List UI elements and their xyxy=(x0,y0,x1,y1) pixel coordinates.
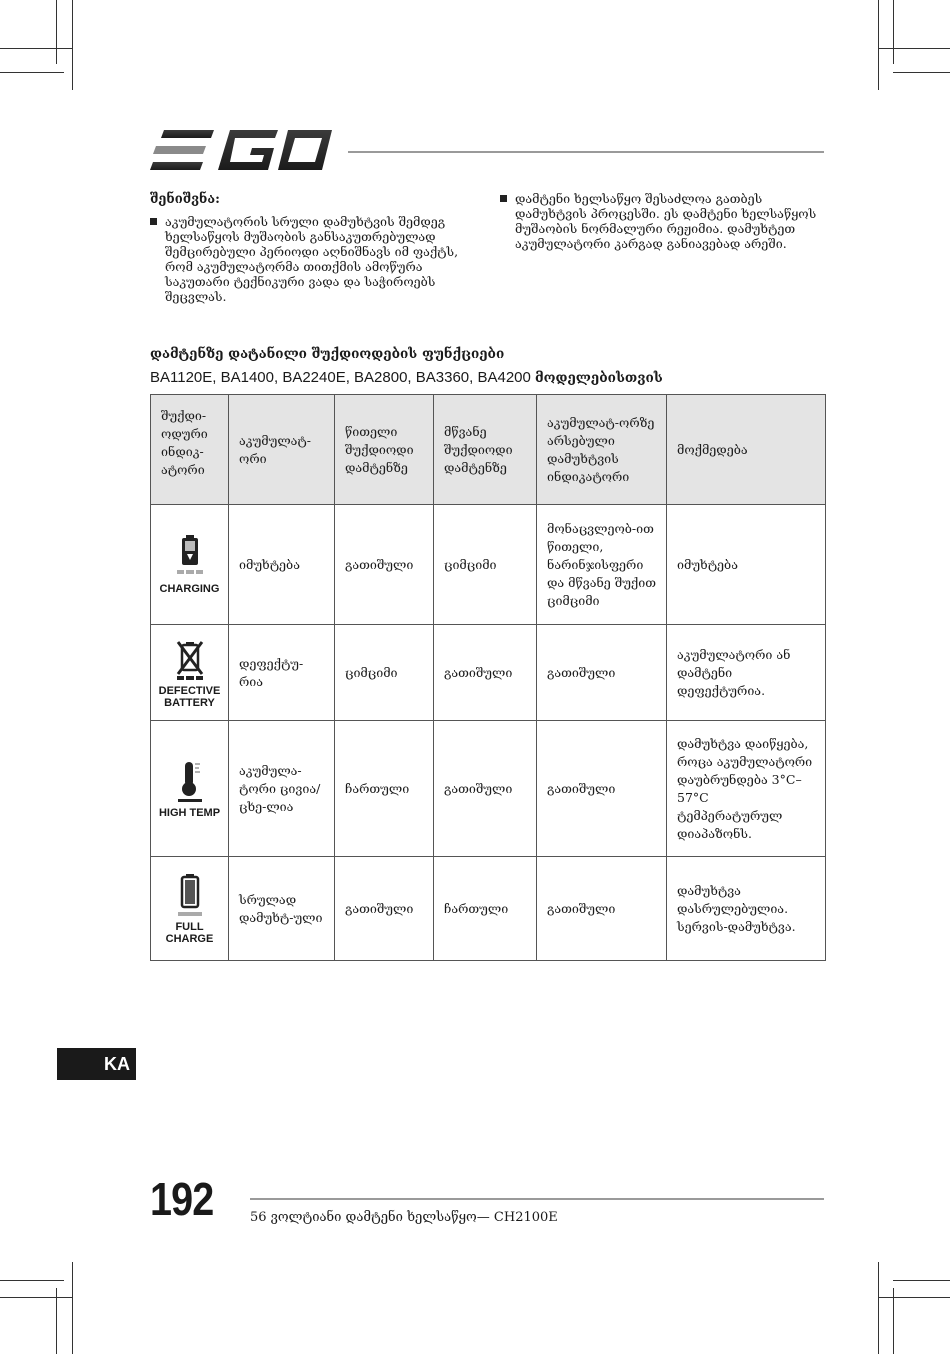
battery-indicator-cell: გათიშული xyxy=(537,721,667,857)
green-led-cell: ჩართული xyxy=(434,857,537,961)
indicator-label: FULL CHARGE xyxy=(165,921,214,945)
table-row xyxy=(151,625,826,721)
battery-indicator-cell: გათიშული xyxy=(537,857,667,961)
bullet-square-icon xyxy=(150,218,157,225)
table-row xyxy=(151,505,826,625)
table-row xyxy=(151,721,826,857)
indicator-label: HIGH TEMP xyxy=(158,807,221,819)
crop-mark xyxy=(878,1297,950,1298)
crop-mark xyxy=(72,1262,73,1354)
crop-mark xyxy=(0,48,72,49)
led-functions-table xyxy=(150,394,826,961)
crop-mark xyxy=(893,1280,950,1281)
green-led-cell: გათიშული xyxy=(434,721,537,857)
action-cell: დამუხტვა დასრულებულია. სერვის-დამუხტვა. xyxy=(667,857,826,961)
green-led-cell: ციმციმი xyxy=(434,505,537,625)
note-bullet xyxy=(150,214,485,304)
battery-cell: დეფექტუ-რია xyxy=(229,625,335,721)
battery-cell: სრულად დამუხტ-ული xyxy=(229,857,335,961)
defective-battery-icon xyxy=(175,636,205,682)
battery-indicator-cell: მონაცვლეობ-ით წითელი, ნარინჯისფერი და მწვანე შუქით ციმციმი xyxy=(537,505,667,625)
note-right xyxy=(500,191,825,251)
red-led-cell: ციმციმი xyxy=(335,625,434,721)
thermometer-icon xyxy=(175,758,205,804)
bullet-square-icon xyxy=(500,195,507,202)
crop-mark xyxy=(878,48,950,49)
green-led-cell: გათიშული xyxy=(434,625,537,721)
footer-rule xyxy=(250,1198,824,1200)
page-number: 192 xyxy=(150,1173,214,1225)
column-header: შუქდი-ოდური ინდიკ-ატორი xyxy=(151,395,229,505)
section-title: დამტენზე დატანილი შუქდიოდების ფუნქციები xyxy=(150,346,505,362)
crop-mark xyxy=(893,72,950,73)
crop-mark xyxy=(56,0,57,64)
table-row xyxy=(151,857,826,961)
note-bullet xyxy=(500,191,825,251)
column-header: მწვანე შუქდიოდი დამტენზე xyxy=(434,395,537,505)
crop-mark xyxy=(893,0,894,64)
crop-mark xyxy=(72,0,73,90)
crop-mark xyxy=(56,1288,57,1354)
column-header: წითელი შუქდიოდი დამტენზე xyxy=(335,395,434,505)
table-header-row xyxy=(151,395,826,505)
action-cell: დამუხტვა დაიწყება, როცა აკუმულატორი დაუბრუნდება 3°C–57°C ტემპერატურულ დიაპაზონს. xyxy=(667,721,826,857)
action-cell: აკუმულატორი ან დამტენი დეფექტურია. xyxy=(667,625,826,721)
crop-mark xyxy=(893,1288,894,1354)
column-header: მოქმედება xyxy=(667,395,826,505)
crop-mark xyxy=(0,1280,64,1281)
battery-cell: აკუმულა-ტორი ცივია/ცხე-ლია xyxy=(229,721,335,857)
action-cell: იმუხტება xyxy=(667,505,826,625)
note-left xyxy=(150,214,485,304)
crop-mark xyxy=(0,1297,72,1298)
battery-cell: იმუხტება xyxy=(229,505,335,625)
red-led-cell: გათიშული xyxy=(335,505,434,625)
ego-logo xyxy=(150,128,332,172)
models-list: BA1120E, BA1400, BA2240E, BA2800, BA3360, BA4200 xyxy=(150,369,531,386)
indicator-cell xyxy=(151,505,229,625)
column-header: აკუმულატ-ორზე არსებული დამუხტვის ინდიკატორი xyxy=(537,395,667,505)
section-models xyxy=(150,369,663,386)
indicator-cell xyxy=(151,625,229,721)
crop-mark xyxy=(878,0,879,90)
header-rule xyxy=(348,151,824,153)
indicator-cell xyxy=(151,857,229,961)
indicator-label: CHARGING xyxy=(159,583,220,595)
crop-mark xyxy=(0,72,64,73)
footer-text: 56 ვოლტიანი დამტენი ხელსაწყო— CH2100E xyxy=(250,1210,558,1225)
indicator-cell xyxy=(151,721,229,857)
language-tab: KA xyxy=(57,1048,136,1080)
note-right-text: დამტენი ხელსაწყო შესაძლოა გათბეს დამუხტვის პროცესში. ეს დამტენი ხელსაწყოს მუშაობის ნორმალური რეჟიმია. დამუხტეთ აკუმულატორი კარგად განიავებად არეში. xyxy=(515,191,817,251)
models-suffix: მოდელებისთვის xyxy=(535,370,663,386)
indicator-label: DEFECTIVE BATTERY xyxy=(158,685,221,709)
charging-battery-icon xyxy=(175,534,205,580)
full-battery-icon xyxy=(175,872,205,918)
battery-indicator-cell: გათიშული xyxy=(537,625,667,721)
note-title: შენიშვნა: xyxy=(150,192,220,207)
red-led-cell: ჩართული xyxy=(335,721,434,857)
crop-mark xyxy=(878,1262,879,1354)
note-left-text: აკუმულატორის სრული დამუხტვის შემდეგ ხელსაწყოს მუშაობის განსაკუთრებულად შემცირებული პერიოდი აღნიშნავს იმ ფაქტს, რომ აკუმულატორმა თითქმის ამოწურა საკუთარი ტექნიკური ვადა და საჭიროებს შეცვლას. xyxy=(165,214,459,304)
column-header: აკუმულატ-ორი xyxy=(229,395,335,505)
red-led-cell: გათიშული xyxy=(335,857,434,961)
